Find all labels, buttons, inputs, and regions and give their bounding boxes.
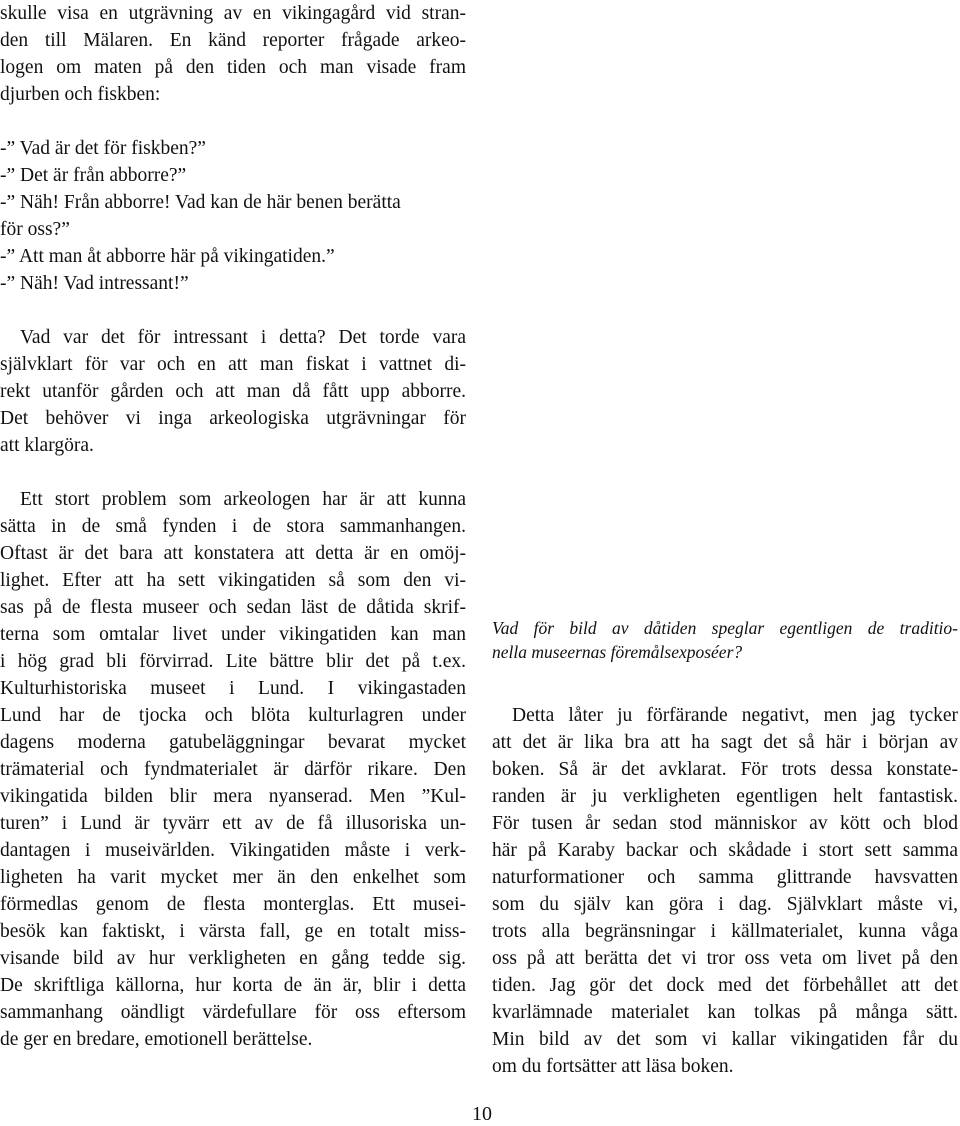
dialogue-line: -” Det är från abborre?” — [0, 165, 187, 186]
text-line: boken. Så är det avklarat. För trots dessa konstate- — [492, 759, 958, 780]
text-line: Kulturhistoriska museet i Lund. I vikingastaden — [0, 678, 466, 699]
paragraph-1 — [0, 324, 466, 351]
dialogue-line: -” Näh! Från abborre! Vad kan de här benen berätta — [0, 192, 401, 213]
text-line: Ett stort problem som arkeologen har är att kunna — [20, 489, 466, 510]
text-line: Oftast är det bara att konstatera att detta är en omöj- — [0, 543, 466, 564]
text-line: tiden. Jag gör det dock med det förbehållet att det — [492, 975, 958, 996]
right-column — [492, 616, 958, 1080]
text-line: terna som omtalar livet under vikingatiden kan man — [0, 624, 466, 645]
text-line: förmedlas genom de flesta monterglas. Ett musei- — [0, 894, 466, 915]
text-line: att klargöra. — [0, 435, 94, 456]
caption-line: nella museernas föremålsexposéer? — [492, 642, 743, 662]
paragraph-2 — [0, 486, 466, 1053]
text-line: De skriftliga källorna, hur korta de än är, blir i detta — [0, 975, 466, 996]
text-line: här på Karaby backar och skådade i stort sett samma — [492, 840, 958, 861]
page-number: 10 — [472, 1103, 492, 1125]
text-line: sätta in de små fynden i de stora sammanhangen. — [0, 516, 466, 537]
text-line: dantagen i museivärlden. Vikingatiden måste i verk- — [0, 840, 466, 861]
text-line: självklart för var och en att man fiskat i vattnet di- — [0, 354, 466, 375]
text-line: För tusen år sedan stod människor av kött och blod — [492, 813, 958, 834]
text-line: kvarlämnade materialet kan tolkas på många sätt. — [492, 1002, 958, 1023]
text-line: att det är lika bra att ha sagt det så här i början av — [492, 732, 958, 753]
text-line: dagens moderna gatubeläggningar bevarat mycket — [0, 732, 466, 753]
dialogue — [0, 135, 466, 297]
text-line: randen är ju verkligheten egentligen helt fantastisk. — [492, 786, 958, 807]
text-line: ligheten ha varit mycket mer än den enkelhet som — [0, 867, 466, 888]
text-line: som du själv kan göra i dag. Självklart måste vi, — [492, 894, 958, 915]
text-line: den till Mälaren. En känd reporter frågade arkeo- — [0, 30, 466, 51]
image-caption — [492, 616, 958, 664]
text-line: sas på de flesta museer och sedan läst de dåtida skrif- — [0, 597, 466, 618]
dialogue-line: -” Vad är det för fiskben?” — [0, 138, 206, 159]
text-line: om du fortsätter att läsa boken. — [492, 1056, 734, 1077]
text-line: trämaterial och fyndmaterialet är därför rikare. Den — [0, 759, 466, 780]
text-line: Min bild av det som vi kallar vikingatiden får du — [492, 1029, 958, 1050]
dialogue-line: för oss?” — [0, 219, 70, 240]
text-line: besök kan faktiskt, i värsta fall, ge en totalt miss- — [0, 921, 466, 942]
text-line: logen om maten på den tiden och man visade fram — [0, 57, 466, 78]
dialogue-line: -” Att man åt abborre här på vikingatiden.” — [0, 246, 335, 267]
text-line: lighet. Efter att ha sett vikingatiden så som den vi- — [0, 570, 466, 591]
text-line: vikingatida bilden blir mera nyanserad. Men ”Kul- — [0, 786, 466, 807]
left-column — [0, 0, 466, 1053]
text-line: naturformationer och samma glittrande havsvatten — [492, 867, 958, 888]
text-line: visande bild av hur verkligheten en gång tedde sig. — [0, 948, 466, 969]
text-line: turen” i Lund är tyvärr ett av de få illusoriska un- — [0, 813, 466, 834]
right-paragraph — [492, 702, 958, 1080]
text-line: Vad var det för intressant i detta? Det torde vara — [20, 327, 466, 348]
caption-line: Vad för bild av dåtiden speglar egentligen de traditio- — [492, 618, 958, 638]
text-line: trots alla begränsningar i källmaterialet, kunna våga — [492, 921, 958, 942]
text-line: Lund har de tjocka och blöta kulturlagren under — [0, 705, 466, 726]
text-line: sammanhang oändligt värdefullare för oss eftersom — [0, 1002, 466, 1023]
text-line: rekt utanför gården och att man då fått upp abborre. — [0, 381, 466, 402]
text-line: Detta låter ju förfärande negativt, men jag tycker — [512, 705, 958, 726]
dialogue-line: -” Näh! Vad intressant!” — [0, 273, 189, 294]
text-line: oss på att berätta det vi tror oss veta om livet på den — [492, 948, 958, 969]
text-line: skulle visa en utgrävning av en vikingagård vid stran- — [0, 3, 466, 24]
text-line: djurben och fiskben: — [0, 84, 161, 105]
text-line: Det behöver vi inga arkeologiska utgrävningar för — [0, 408, 466, 429]
text-line: de ger en bredare, emotionell berättelse. — [0, 1029, 313, 1050]
text-line: i hög grad bli förvirrad. Lite bättre blir det på t.ex. — [0, 651, 466, 672]
intro-paragraph — [0, 0, 466, 108]
